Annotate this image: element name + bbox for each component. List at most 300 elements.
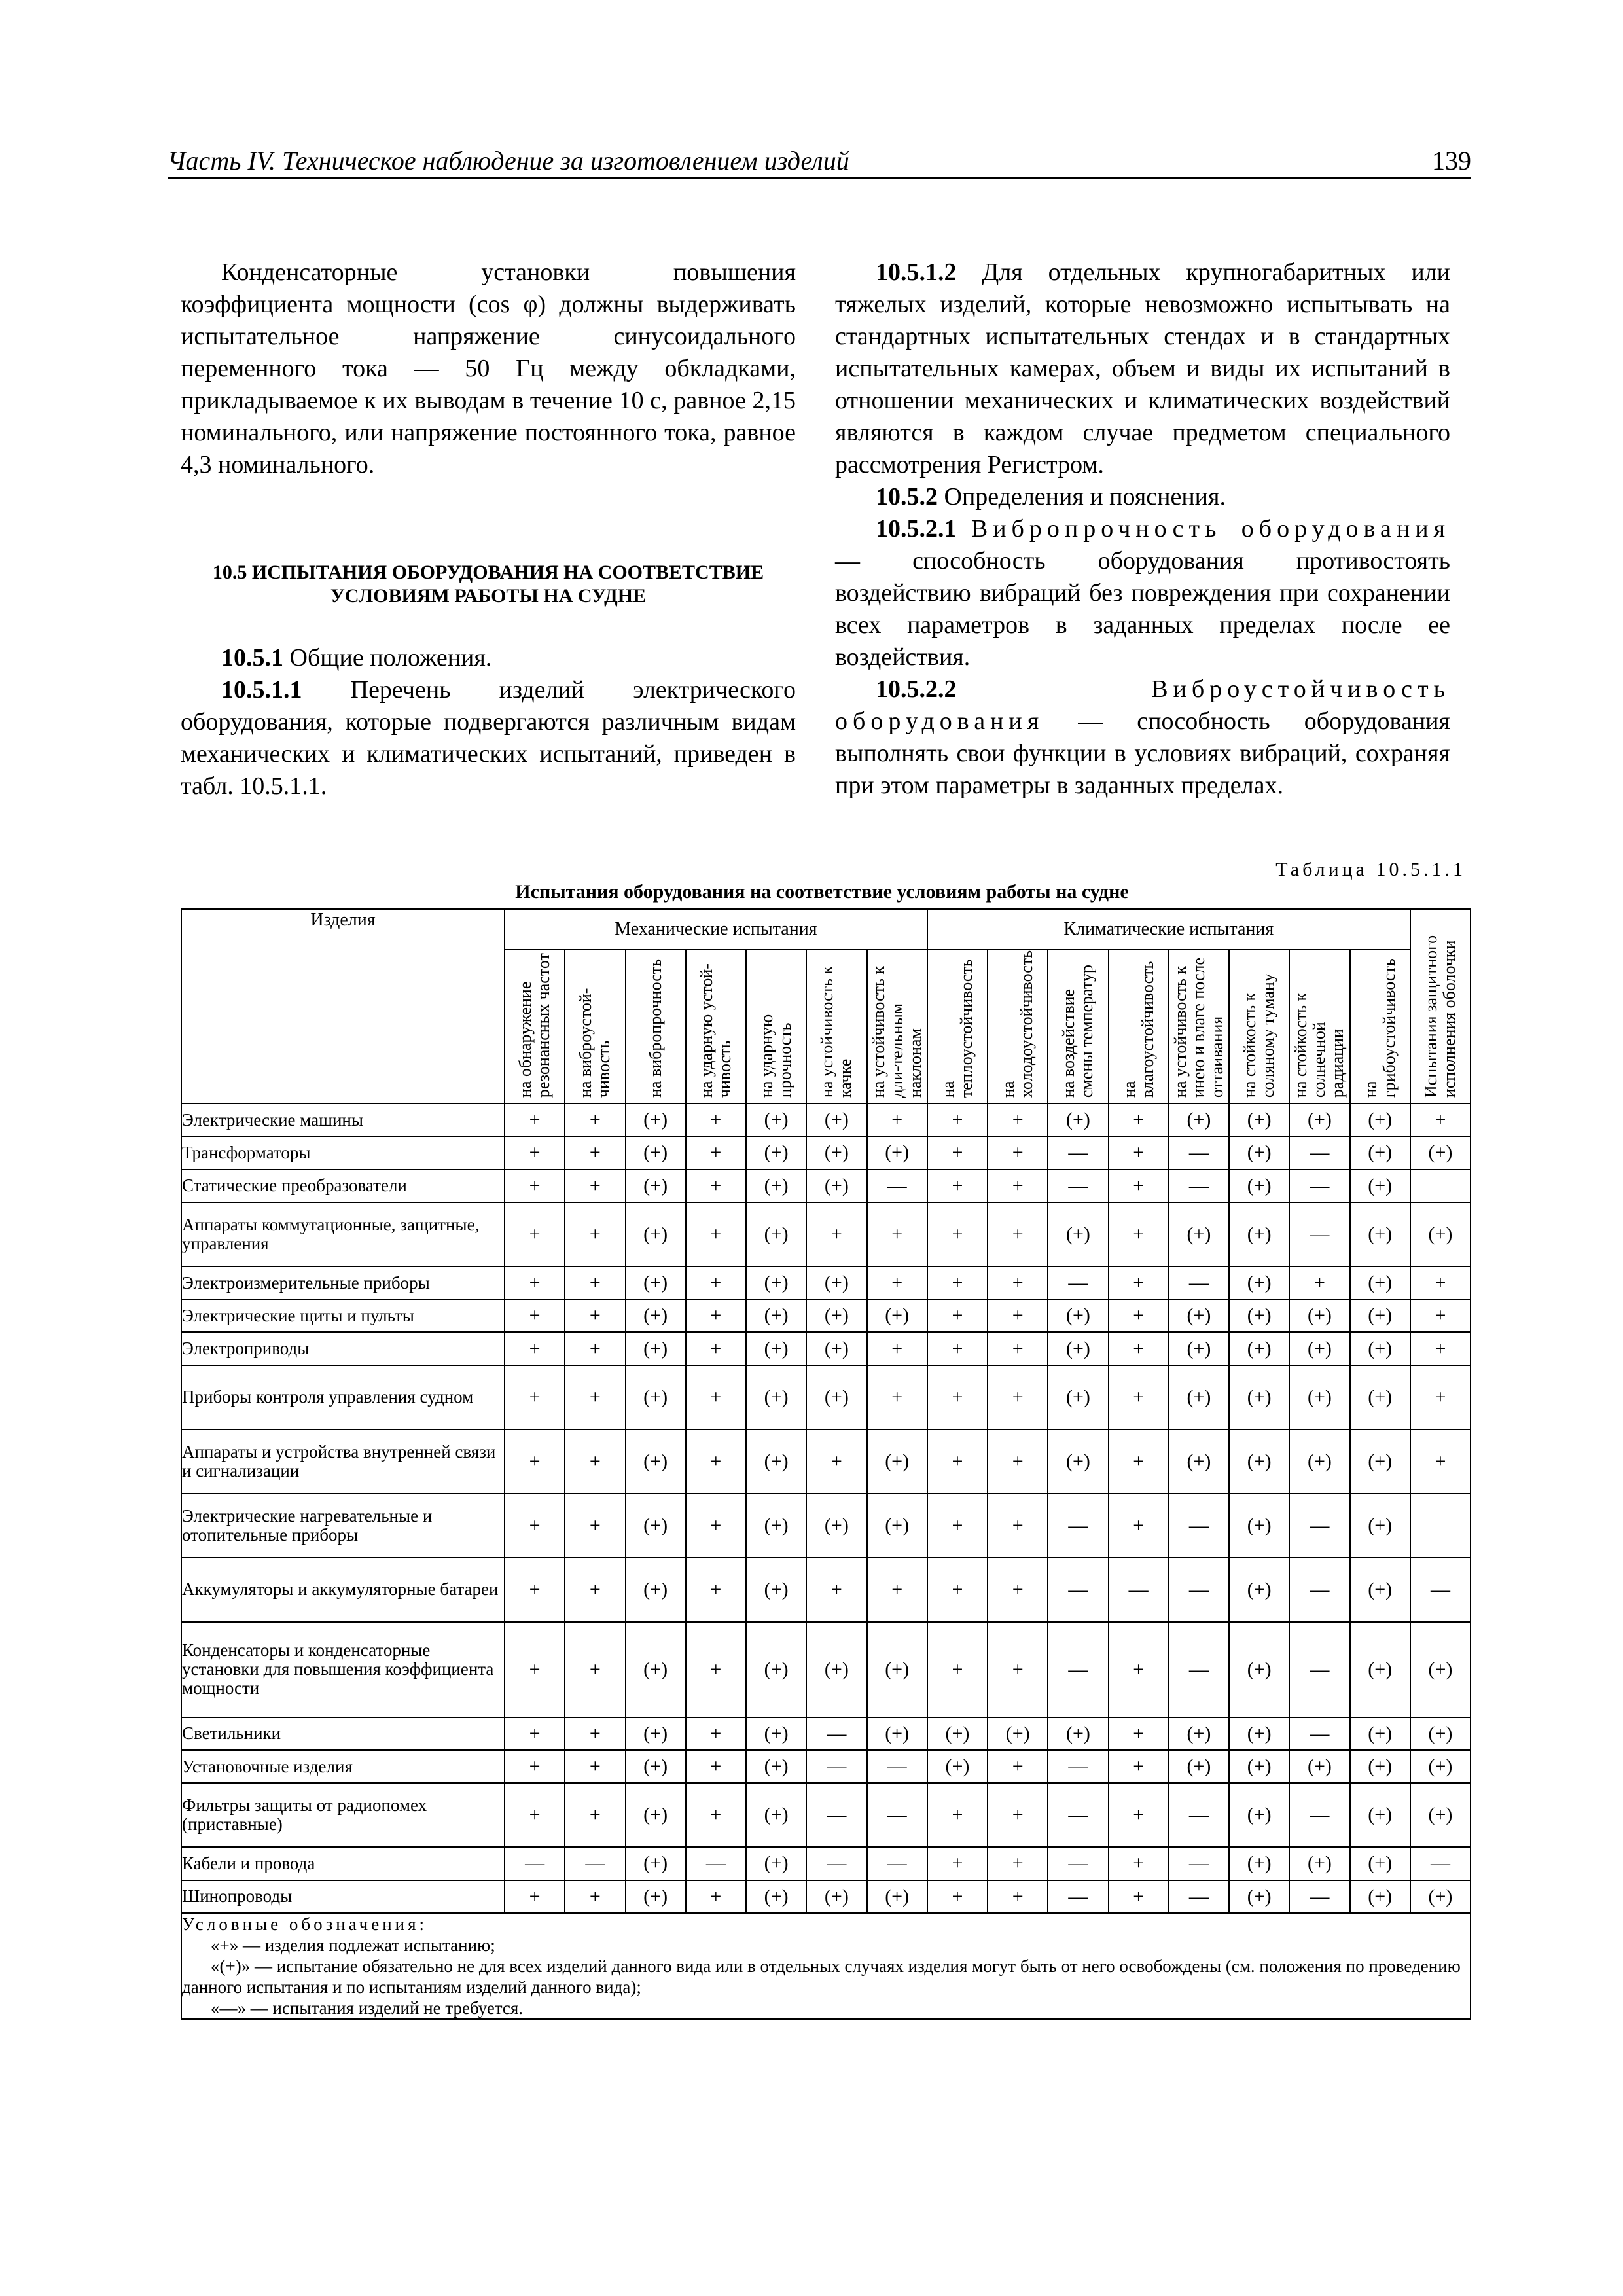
table-cell: +: [988, 1783, 1048, 1847]
column-header-text: на виброустой-чивость: [576, 988, 614, 1098]
table-cell: (+): [1350, 1170, 1410, 1202]
table-cell: +: [1109, 1717, 1169, 1750]
table-caption: Испытания оборудования на соответствие условиям работы на судне: [515, 881, 1129, 903]
table-cell: (+): [1169, 1717, 1229, 1750]
table-cell: +: [565, 1136, 625, 1169]
table-cell: (+): [1048, 1429, 1108, 1494]
table-cell: +: [806, 1202, 866, 1266]
table-cell: (+): [626, 1622, 686, 1717]
table-row: [181, 1266, 1471, 1299]
table-cell: (+): [746, 1266, 806, 1299]
table-cell: (+): [1169, 1332, 1229, 1365]
table-cell: (+): [867, 1717, 927, 1750]
table-cell: +: [988, 1365, 1048, 1429]
table-cell: (+): [806, 1880, 866, 1913]
column-header: [686, 950, 746, 1103]
table-cell: (+): [746, 1783, 806, 1847]
table-cell: +: [565, 1750, 625, 1783]
row-label: Шинопроводы: [181, 1880, 505, 1913]
table-cell: (+): [746, 1847, 806, 1880]
table-cell: (+): [626, 1494, 686, 1558]
table-cell: (+): [806, 1494, 866, 1558]
table-cell: (+): [1048, 1365, 1108, 1429]
table-cell: —: [1048, 1880, 1108, 1913]
table-cell: +: [1109, 1170, 1169, 1202]
table-cell: —: [1048, 1266, 1108, 1299]
table-cell: —: [1048, 1170, 1108, 1202]
table-cell: +: [505, 1136, 565, 1169]
table-cell: +: [988, 1136, 1048, 1169]
paragraph-10-5-1-2: [835, 257, 1450, 481]
tests-table: [181, 908, 1471, 2020]
table-cell: +: [1109, 1365, 1169, 1429]
table-cell: (+): [1169, 1365, 1229, 1429]
table-cell: +: [565, 1365, 625, 1429]
table-cell: +: [565, 1717, 625, 1750]
table-cell: (+): [1169, 1202, 1229, 1266]
table-cell: +: [988, 1429, 1048, 1494]
row-label: Аппараты коммутационные, защитные, управления: [181, 1202, 505, 1266]
table-cell: +: [988, 1847, 1048, 1880]
table-cell: (+): [746, 1622, 806, 1717]
table-cell: —: [1289, 1170, 1349, 1202]
table-cell: +: [686, 1202, 746, 1266]
table-cell: (+): [1229, 1783, 1289, 1847]
legend-dash: «—» — испытания изделий не требуется.: [211, 1998, 524, 2018]
table-cell: —: [806, 1847, 866, 1880]
table-cell: +: [686, 1880, 746, 1913]
table-cell: +: [1109, 1103, 1169, 1136]
table-row: [181, 1880, 1471, 1913]
table-cell: +: [988, 1170, 1048, 1202]
table-cell: (+): [746, 1717, 806, 1750]
group-header-mechanical: Механические испытания: [505, 909, 927, 950]
table-cell: (+): [626, 1717, 686, 1750]
table-cell: —: [867, 1783, 927, 1847]
table-cell: —: [1169, 1494, 1229, 1558]
table-cell: +: [1410, 1299, 1471, 1332]
table-cell: (+): [806, 1103, 866, 1136]
table-cell: (+): [927, 1750, 988, 1783]
table-cell: (+): [1229, 1170, 1289, 1202]
table-cell: (+): [746, 1170, 806, 1202]
table-cell: —: [1169, 1170, 1229, 1202]
table-cell: +: [988, 1332, 1048, 1365]
table-cell: [1410, 1170, 1471, 1202]
table-row: [181, 1299, 1471, 1332]
table-cell: —: [1169, 1622, 1229, 1717]
table-cell: (+): [1350, 1266, 1410, 1299]
table-cell: —: [505, 1847, 565, 1880]
table-cell: —: [1169, 1558, 1229, 1622]
column-header-text: на воздействие смены температур: [1059, 964, 1097, 1098]
column-header-text: на устойчивость к инею и влаге после оттаивания: [1170, 957, 1226, 1098]
column-header-text: на стойкость к солнечной радиации: [1291, 992, 1347, 1098]
table-row: [181, 1202, 1471, 1266]
table-cell: (+): [1350, 1847, 1410, 1880]
table-cell: (+): [1169, 1429, 1229, 1494]
table-cell: +: [988, 1494, 1048, 1558]
table-cell: (+): [1229, 1103, 1289, 1136]
table-cell: +: [867, 1266, 927, 1299]
table-cell: +: [927, 1332, 988, 1365]
table-cell: —: [686, 1847, 746, 1880]
table-cell: +: [505, 1429, 565, 1494]
table-cell: +: [565, 1429, 625, 1494]
column-header: [1350, 950, 1410, 1103]
table-cell: +: [686, 1136, 746, 1169]
table-cell: (+): [1350, 1202, 1410, 1266]
table-cell: —: [1169, 1847, 1229, 1880]
legend-optional: «(+)» — испытание обязательно не для всех изделий данного вида или в отдельных случаях изделия могут быть от него освобождены (см. положения по проведению данного испытания и по испытаниям изделий данного вида);: [182, 1956, 1461, 1997]
table-cell: +: [565, 1332, 625, 1365]
table-row: [181, 1365, 1471, 1429]
table-cell: +: [505, 1717, 565, 1750]
table-cell: (+): [626, 1136, 686, 1169]
row-label: Светильники: [181, 1717, 505, 1750]
table-cell: (+): [1289, 1750, 1349, 1783]
table-cell: (+): [1229, 1847, 1289, 1880]
table-row: [181, 1332, 1471, 1365]
table-cell: (+): [746, 1202, 806, 1266]
table-cell: +: [505, 1365, 565, 1429]
table-cell: (+): [1229, 1299, 1289, 1332]
row-label: Электрические машины: [181, 1103, 505, 1136]
page-header: [168, 143, 1471, 179]
running-title: Часть IV. Техническое наблюдение за изготовлением изделий: [168, 146, 849, 175]
table-cell: +: [867, 1365, 927, 1429]
table-cell: +: [565, 1880, 625, 1913]
column-header: [806, 950, 866, 1103]
row-label: Трансформаторы: [181, 1136, 505, 1169]
table-cell: (+): [867, 1880, 927, 1913]
column-header: [1169, 950, 1229, 1103]
row-label: Приборы контроля управления судном: [181, 1365, 505, 1429]
table-cell: +: [686, 1365, 746, 1429]
table-cell: [1410, 1494, 1471, 1558]
column-header-items: Изделия: [181, 909, 505, 1103]
table-cell: (+): [626, 1299, 686, 1332]
table-cell: +: [806, 1429, 866, 1494]
table-cell: +: [565, 1622, 625, 1717]
table-cell: +: [565, 1170, 625, 1202]
table-cell: +: [988, 1202, 1048, 1266]
table-cell: (+): [746, 1332, 806, 1365]
table-cell: (+): [1229, 1136, 1289, 1169]
table-cell: +: [988, 1103, 1048, 1136]
paragraph-number: 10.5.2.1: [876, 515, 957, 543]
paragraph-text: Определения и пояснения.: [944, 483, 1226, 511]
subsection-number: 10.5.1: [221, 644, 283, 672]
table-cell: —: [1048, 1847, 1108, 1880]
table-cell: (+): [1289, 1429, 1349, 1494]
table-cell: +: [686, 1266, 746, 1299]
paragraph-number: 10.5.2: [876, 483, 938, 511]
table-cell: +: [565, 1103, 625, 1136]
table-cell: +: [565, 1783, 625, 1847]
table-cell: (+): [1229, 1429, 1289, 1494]
table-cell: +: [686, 1622, 746, 1717]
table-cell: +: [988, 1299, 1048, 1332]
table-cell: (+): [1229, 1494, 1289, 1558]
table-cell: +: [505, 1622, 565, 1717]
table-cell: (+): [1350, 1558, 1410, 1622]
column-header: [1048, 950, 1108, 1103]
table-cell: +: [927, 1880, 988, 1913]
table-cell: (+): [1350, 1494, 1410, 1558]
table-cell: (+): [806, 1299, 866, 1332]
column-header-text: на теплоустойчивость: [938, 959, 976, 1098]
table-cell: +: [988, 1558, 1048, 1622]
table-row: [181, 1622, 1471, 1717]
table-cell: —: [1048, 1750, 1108, 1783]
table-cell: +: [686, 1103, 746, 1136]
table-cell: +: [867, 1558, 927, 1622]
table-cell: —: [1169, 1880, 1229, 1913]
table-cell: +: [505, 1558, 565, 1622]
table-cell: —: [1289, 1202, 1349, 1266]
table-cell: (+): [1169, 1299, 1229, 1332]
legend-plus: «+» — изделия подлежат испытанию;: [211, 1935, 495, 1955]
table-row: [181, 1170, 1471, 1202]
definition-term: Вибропрочность оборудования: [971, 515, 1451, 543]
table-cell: (+): [806, 1365, 866, 1429]
capacitor-paragraph: Конденсаторные установки повышения коэффициента мощности (cos φ) должны выдерживать испытательное напряжение синусоидального переменного тока — 50 Гц между обкладками, прикладываемое к их выводам в течение 10 с, равное 2,15 номинального, или напряжение постоянного тока, равное 4,3 номинального.: [181, 259, 796, 478]
table-cell: (+): [1229, 1750, 1289, 1783]
column-header: [927, 950, 988, 1103]
table-cell: (+): [1350, 1622, 1410, 1717]
table-cell: (+): [746, 1750, 806, 1783]
column-header: [867, 950, 927, 1103]
table-cell: (+): [1410, 1717, 1471, 1750]
table-cell: —: [1169, 1136, 1229, 1169]
table-cell: (+): [806, 1332, 866, 1365]
table-cell: +: [1109, 1429, 1169, 1494]
table-cell: (+): [1289, 1847, 1349, 1880]
item-10-5-1-1: [181, 674, 796, 802]
table-cell: (+): [1350, 1783, 1410, 1847]
table-cell: +: [1410, 1332, 1471, 1365]
table-cell: (+): [1410, 1880, 1471, 1913]
column-header: [1109, 950, 1169, 1103]
table-cell: —: [1048, 1136, 1108, 1169]
right-column: [835, 257, 1450, 802]
paragraph-10-5-2-1: [835, 513, 1450, 673]
table-cell: (+): [1229, 1332, 1289, 1365]
table-cell: —: [565, 1847, 625, 1880]
table-cell: (+): [1410, 1783, 1471, 1847]
page-number: 139: [1432, 146, 1471, 175]
table-cell: (+): [867, 1622, 927, 1717]
table-cell: —: [1289, 1622, 1349, 1717]
table-cell: (+): [1229, 1365, 1289, 1429]
column-header: [565, 950, 625, 1103]
table-cell: —: [1048, 1494, 1108, 1558]
table-cell: (+): [806, 1266, 866, 1299]
column-header-text: на влагоустойчивость: [1119, 961, 1157, 1098]
table-cell: —: [1289, 1558, 1349, 1622]
column-header-text: на ударную прочность: [757, 1014, 795, 1098]
table-cell: +: [927, 1847, 988, 1880]
item-number: 10.5.1.1: [221, 676, 302, 704]
table-cell: (+): [806, 1136, 866, 1169]
table-cell: (+): [1229, 1202, 1289, 1266]
table-cell: +: [1410, 1103, 1471, 1136]
table-cell: +: [927, 1103, 988, 1136]
table-cell: +: [927, 1558, 988, 1622]
table-cell: —: [1048, 1558, 1108, 1622]
table-cell: +: [927, 1494, 988, 1558]
table-cell: +: [505, 1880, 565, 1913]
table-cell: (+): [1048, 1202, 1108, 1266]
table-cell: +: [1410, 1429, 1471, 1494]
table-cell: +: [988, 1622, 1048, 1717]
table-cell: (+): [1048, 1103, 1108, 1136]
row-label: Аппараты и устройства внутренней связи и сигнализации: [181, 1429, 505, 1494]
table-cell: (+): [1350, 1103, 1410, 1136]
table-cell: +: [565, 1558, 625, 1622]
table-cell: —: [1109, 1558, 1169, 1622]
table-cell: (+): [1410, 1750, 1471, 1783]
column-header: [988, 950, 1048, 1103]
table-cell: (+): [1350, 1299, 1410, 1332]
legend-title: Условные обозначения:: [182, 1914, 428, 1934]
paragraph-number: 10.5.1.2: [876, 259, 957, 286]
table-cell: +: [686, 1558, 746, 1622]
table-cell: +: [927, 1136, 988, 1169]
table-cell: —: [1289, 1136, 1349, 1169]
table-cell: +: [686, 1299, 746, 1332]
table-cell: +: [927, 1202, 988, 1266]
table-cell: +: [505, 1202, 565, 1266]
table-cell: —: [1410, 1847, 1471, 1880]
column-header-text: на холодоустойчивость: [999, 950, 1037, 1098]
table-cell: +: [867, 1103, 927, 1136]
table-cell: +: [1109, 1622, 1169, 1717]
table-cell: (+): [1048, 1717, 1108, 1750]
table-cell: (+): [626, 1783, 686, 1847]
table-cell: (+): [1410, 1136, 1471, 1169]
row-label: Электроприводы: [181, 1332, 505, 1365]
table-cell: (+): [746, 1429, 806, 1494]
table-cell: +: [505, 1750, 565, 1783]
table-cell: (+): [626, 1847, 686, 1880]
table-cell: (+): [626, 1170, 686, 1202]
table-cell: +: [927, 1429, 988, 1494]
table-cell: +: [927, 1299, 988, 1332]
table-row: [181, 1783, 1471, 1847]
column-header-text: на ударную устой-чивость: [696, 963, 734, 1098]
table-cell: (+): [626, 1558, 686, 1622]
table-cell: (+): [626, 1429, 686, 1494]
table-cell: (+): [1289, 1365, 1349, 1429]
table-cell: (+): [1048, 1332, 1108, 1365]
table-cell: (+): [1350, 1429, 1410, 1494]
table-cell: (+): [1289, 1332, 1349, 1365]
table-cell: (+): [1410, 1622, 1471, 1717]
table-cell: —: [806, 1783, 866, 1847]
table-cell: (+): [746, 1103, 806, 1136]
column-header-text: на обнаружение резонансных частот: [516, 953, 554, 1098]
table-cell: +: [988, 1266, 1048, 1299]
table-cell: (+): [1229, 1266, 1289, 1299]
table-cell: +: [1109, 1136, 1169, 1169]
paragraph-text: — способность оборудования противостоять воздействию вибраций без повреждения при сохранении всех параметров в заданных пределах после ее воздействия.: [835, 547, 1450, 671]
table-cell: +: [565, 1494, 625, 1558]
table-cell: (+): [867, 1299, 927, 1332]
table-cell: (+): [626, 1202, 686, 1266]
table-row: [181, 1847, 1471, 1880]
table-row: [181, 1494, 1471, 1558]
row-label: Статические преобразователи: [181, 1170, 505, 1202]
column-header-text: на грибоустойчивость: [1361, 958, 1399, 1098]
row-label: Фильтры защиты от радиопомех (приставные): [181, 1783, 505, 1847]
paragraph-text: — способность оборудования выполнять свои функции в условиях вибраций, сохраняя при этом параметры в заданных пределах.: [835, 708, 1450, 799]
group-header-climatic: Климатические испытания: [927, 909, 1410, 950]
table-cell: —: [806, 1750, 866, 1783]
table-cell: +: [505, 1103, 565, 1136]
table-cell: (+): [927, 1717, 988, 1750]
column-header-text: Испытания защитного исполнения оболочки: [1421, 935, 1459, 1098]
table-cell: (+): [1169, 1750, 1229, 1783]
table-cell: +: [1289, 1266, 1349, 1299]
paragraph-text: Для отдельных крупногабаритных или тяжелых изделий, которые невозможно испытывать на стандартных испытательных стендах и в стандартных испытательных камерах, объем и виды их испытаний в отношении механических и климатических воздействий являются в каждом случае предметом специального рассмотрения Регистром.: [835, 259, 1450, 478]
subsection-title: Общие положения.: [289, 644, 492, 672]
table-cell: (+): [1350, 1750, 1410, 1783]
table-cell: —: [1048, 1622, 1108, 1717]
table-cell: (+): [867, 1136, 927, 1169]
table-cell: (+): [988, 1717, 1048, 1750]
table-legend: [181, 1913, 1471, 2019]
row-label: Электрические нагревательные и отопительные приборы: [181, 1494, 505, 1558]
table-cell: +: [1109, 1880, 1169, 1913]
table-cell: (+): [1229, 1558, 1289, 1622]
table-cell: +: [686, 1750, 746, 1783]
table-row: [181, 1429, 1471, 1494]
table-cell: (+): [626, 1880, 686, 1913]
table-cell: (+): [1350, 1717, 1410, 1750]
row-label: Электрические щиты и пульты: [181, 1299, 505, 1332]
table-row: [181, 1136, 1471, 1169]
table-cell: —: [1289, 1494, 1349, 1558]
column-header: [746, 950, 806, 1103]
table-cell: (+): [1048, 1299, 1108, 1332]
table-cell: +: [505, 1332, 565, 1365]
table-cell: +: [927, 1783, 988, 1847]
definition-term: Виброустойчивость оборудования: [835, 675, 1450, 735]
table-cell: (+): [1350, 1365, 1410, 1429]
table-row: [181, 1750, 1471, 1783]
table-cell: +: [1109, 1266, 1169, 1299]
table-cell: (+): [626, 1332, 686, 1365]
table-label: Таблица 10.5.1.1: [1275, 859, 1466, 880]
table-cell: +: [927, 1365, 988, 1429]
item-text: Перечень изделий электрического оборудования, которые подвергаются различным видам механических и климатических испытаний, приведен в табл. 10.5.1.1.: [181, 676, 796, 800]
section-heading: 10.5 ИСПЫТАНИЯ ОБОРУДОВАНИЯ НА СООТВЕТСТВИЕ УСЛОВИЯМ РАБОТЫ НА СУДНЕ: [212, 562, 764, 607]
table-cell: —: [1169, 1783, 1229, 1847]
column-header-text: на устойчивость к качке: [817, 966, 855, 1098]
table-cell: (+): [1229, 1622, 1289, 1717]
left-column: [181, 257, 796, 802]
column-header: [626, 950, 686, 1103]
table-cell: +: [686, 1494, 746, 1558]
table-cell: +: [806, 1558, 866, 1622]
column-header: [505, 950, 565, 1103]
table-cell: (+): [746, 1494, 806, 1558]
table-cell: +: [867, 1202, 927, 1266]
paragraph-10-5-2-2: [835, 673, 1450, 802]
table-cell: +: [1410, 1365, 1471, 1429]
